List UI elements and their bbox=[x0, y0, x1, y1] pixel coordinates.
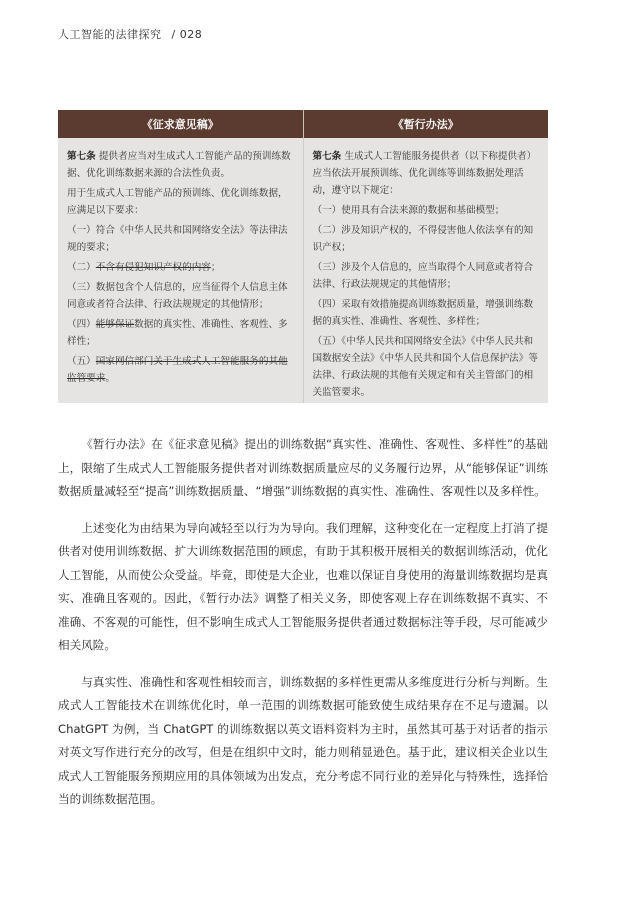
struck-text: 国家网信部门关于生成式人工智能服务的其他监管要求 bbox=[67, 356, 288, 384]
interim-item-2: （二）涉及知识产权的，不得侵害他人依法享有的知识产权； bbox=[312, 225, 534, 253]
table-header bbox=[58, 110, 548, 138]
interim-item-1: （一）使用具有合法来源的数据和基础模型； bbox=[312, 205, 505, 216]
table-body bbox=[58, 138, 548, 403]
header-draft: 《征求意见稿》 bbox=[141, 118, 219, 131]
body-paragraph-1: 《暂行办法》在《征求意见稿》提出的训练数据“真实性、准确性、客观性、多样性”的基础上，限缩了生成式人工智能服务提供者对训练数据质量应尽的义务履行边界，从“能够保证”训练数据质量减轻至“提高”训练数据质量、“增强”训练数据的真实性、准确性、客观性以及多样性。 bbox=[58, 437, 548, 498]
body-paragraph-3: 与真实性、准确性和客观性相较而言，训练数据的多样性更需从多维度进行分析与判断。生成式人工智能技术在训练优化时，单一范围的训练数据可能致使生成结果存在不足与遗漏。以 ChatGPT 为例，当 ChatGPT 的训练数据以英文语料资料为主时，虽然其可基于对话者的指示对英文写作进行充分的改写，但是在组织中文时，能力则稍显逊色。基于此，建议相关企业以生成式人工智能服务预期应用的具体领域为出发点，充分考虑不同行业的差异化与特殊性，选择恰当的训练数据范围。 bbox=[58, 674, 548, 806]
item-prefix: （二） bbox=[67, 262, 96, 273]
article-lead: 第七条 bbox=[312, 151, 342, 162]
page-number: / 028 bbox=[171, 28, 203, 41]
draft-item-5 bbox=[67, 353, 294, 387]
running-title: 人工智能的法律探究 bbox=[58, 28, 162, 41]
draft-para: 用于生成式人工智能产品的预训练、优化训练数据，应满足以下要求： bbox=[67, 188, 288, 216]
body-paragraph-2: 上述变化为由结果为导向减轻至以行为为导向。我们理解，这种变化在一定程度上打消了提供者对使用训练数据、扩大训练数据范围的顾虑，有助于其积极开展相关的数据训练活动，优化人工智能，从而使公众受益。毕竟，即使是大企业，也难以保证自身使用的海量训练数据均是真实、准确且客观的。因此，《暂行办法》调整了相关义务，即使客观上存在训练数据不真实、不准确、不客观的可能性，但不影响生成式人工智能服务提供者通过数据标注等手段，尽可能减少相关风险。 bbox=[58, 520, 548, 652]
item-prefix: （五） bbox=[67, 356, 96, 367]
draft-column bbox=[58, 138, 303, 403]
item-prefix: （四） bbox=[67, 319, 96, 330]
running-head bbox=[58, 26, 202, 42]
interim-item-5: （五）《中华人民共和国网络安全法》《中华人民共和国数据安全法》《中华人民共和国个人信息保护法》等法律、行政法规的其他有关规定和有关主管部门的相关监管要求。 bbox=[312, 336, 538, 398]
struck-text: 不含有侵犯知识产权的内容 bbox=[95, 262, 211, 273]
draft-item-2 bbox=[67, 259, 294, 276]
article-lead: 第七条 bbox=[67, 151, 96, 162]
draft-item-1: （一）符合《中华人民共和国网络安全法》等法律法规的要求； bbox=[67, 225, 288, 253]
header-interim-measures: 《暂行办法》 bbox=[303, 110, 549, 138]
comparison-table bbox=[58, 110, 548, 403]
draft-item-4 bbox=[67, 316, 294, 350]
interim-column bbox=[303, 138, 549, 403]
article-text: 提供者应当对生成式人工智能产品的预训练数据、优化训练数据来源的合法性负责。 bbox=[67, 151, 291, 179]
struck-text: 能够保证 bbox=[95, 319, 135, 330]
interim-item-4: （四）采取有效措施提高训练数据质量，增强训练数据的真实性、准确性、客观性、多样性； bbox=[312, 299, 534, 327]
draft-article-7 bbox=[67, 148, 294, 182]
item-suffix: 数据的真实性、准确性、客观性、多样性； bbox=[67, 319, 288, 347]
body-text bbox=[58, 433, 548, 825]
interim-item-3: （三）涉及个人信息的，应当取得个人同意或者符合法律、行政法规规定的其他情形； bbox=[312, 262, 534, 290]
item-suffix: ； bbox=[210, 262, 221, 273]
interim-article-7 bbox=[313, 148, 540, 199]
item-suffix: 。 bbox=[105, 373, 115, 384]
draft-item-3: （三）数据包含个人信息的，应当征得个人信息主体同意或者符合法律、行政法规规定的其他情形； bbox=[67, 282, 288, 310]
article-text: 生成式人工智能服务提供者（以下称提供者）应当依法开展预训练、优化训练等训练数据处理活动，遵守以下规定： bbox=[312, 151, 537, 196]
